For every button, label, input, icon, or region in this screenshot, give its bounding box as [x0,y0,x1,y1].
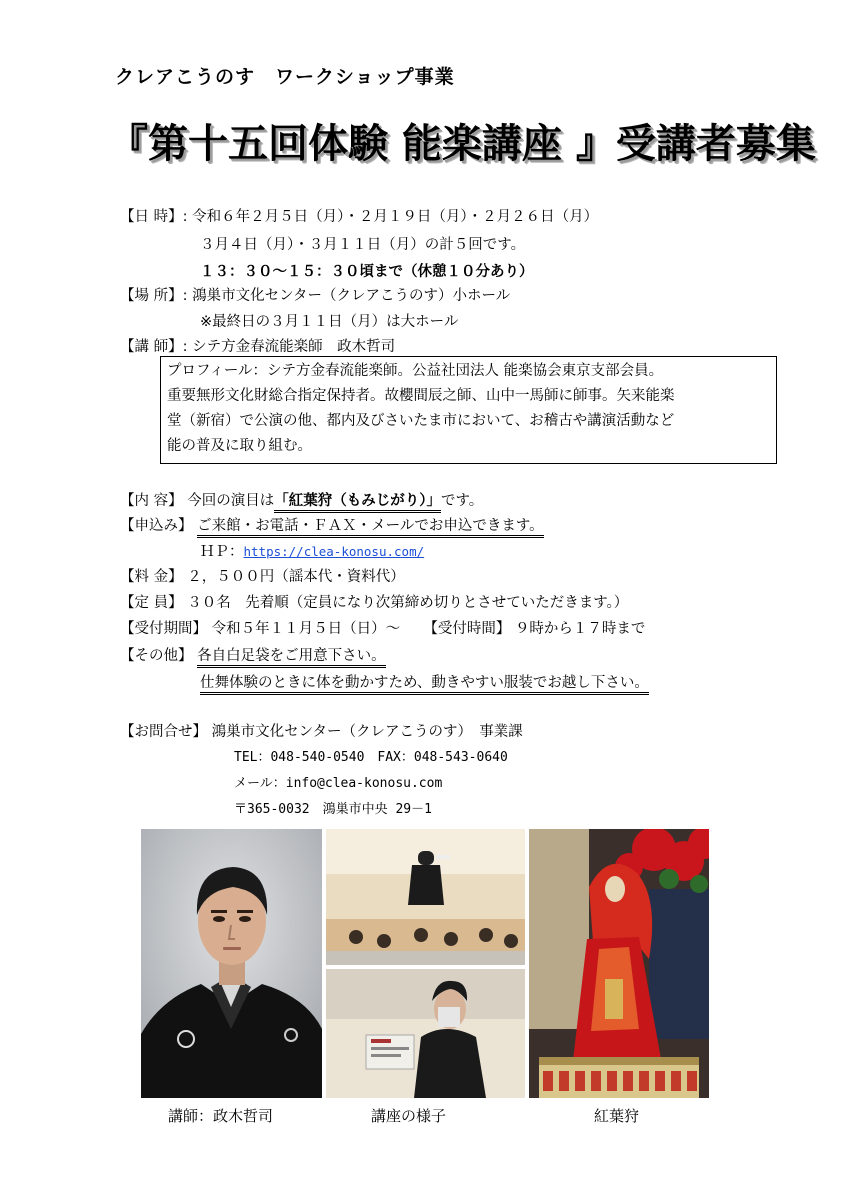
schedule-time: １３：３０～１５：３０頃まで（休憩１０分あり） [200,264,534,280]
schedule-label: 【日 時】 [120,209,183,225]
contact-row [120,721,523,743]
application-methods: ご来館・お電話・ＦＡＸ・メールでお申込できます。 [197,518,544,538]
content-prefix: 今回の演目は [187,493,275,509]
photo-caption: 講座の様子 [371,1107,447,1125]
page-title: 『第十五回体験 能楽講座 』受講者募集 [108,121,816,167]
contact-org: 鴻巣市文化センター（クレアこうのす） 事業課 [211,724,523,740]
venue-row: 【場 所】: 鴻巣市文化センター（クレアこうのす）小ホール [120,285,510,307]
profile-line: プロフィール：シテ方金春流能楽師。公益社団法人 能楽協会東京支部会員。 [167,363,664,379]
reception-time: ９時から１７時まで [514,621,646,637]
capacity-row [120,592,628,614]
other-line2-row [200,672,649,694]
schedule-line2: ３月４日（月）・３月１１日（月）の計５回です。 [200,237,526,253]
contact-tel-fax: TEL：048-540-0540 FAX：048-543-0640 [234,750,508,765]
application-row [120,515,544,537]
capacity-label: 【定 員】 [120,595,183,611]
content-suffix: です。 [440,493,484,509]
profile-box [160,356,777,464]
venue-note: ※最終日の３月１１日（月）は大ホール [200,314,459,330]
reception-period: 令和５年１１月５日（日）～ [211,621,401,637]
profile-line: 堂（新宿）で公演の他、都内及びさいたま市において、お稽古や講演活動など [167,413,675,429]
reception-time-label: 【受付時間】 [423,621,511,637]
capacity-value: ３０名 先着順（定員になり次第締め切りとさせていただきます。） [187,595,629,611]
other-line1: 各自白足袋をご用意下さい。 [197,648,386,668]
contact-mail: メール：info@clea-konosu.com [234,776,443,791]
homepage-row [200,541,424,563]
schedule-row: 【日 時】: 令和６年２月５日（月）・２月１９日（月）・２月２６日（月） [120,206,598,228]
instructor-row: 【講 師】: シテ方金春流能楽師 政木哲司 [120,336,395,358]
profile-line: 能の普及に取り組む。 [167,438,312,454]
schedule-line1: 令和６年２月５日（月）・２月１９日（月）・２月２６日（月） [192,209,599,225]
instructor-name: シテ方金春流能楽師 政木哲司 [192,339,396,355]
reception-row [120,618,645,640]
photo-caption: 講師：政木哲司 [168,1107,274,1125]
fee-row [120,566,405,588]
instructor-label: 【講 師】 [120,339,183,355]
fee-value: ２，５００円（謡本代・資料代） [187,569,405,585]
contact-label: 【お問合せ】 [120,724,207,740]
subtitle: クレアこうのす ワークショップ事業 [115,66,455,88]
contact-address: 〒365‐0032 鴻巣市中央 29－1 [234,802,432,817]
fee-label: 【料 金】 [120,569,183,585]
program-title: 「紅葉狩（もみじがり）」 [274,493,441,513]
homepage-link[interactable]: https://clea-konosu.com/ [243,544,425,559]
other-row [120,645,386,667]
other-label: 【その他】 [120,648,193,664]
momijigari-photo [529,829,709,1098]
content-label: 【内 容】 [120,493,183,509]
homepage-label: ＨＰ： [200,544,244,560]
venue-line1: 鴻巣市文化センター（クレアこうのす）小ホール [192,288,511,304]
photo-caption: 紅葉狩 [594,1107,640,1125]
other-line2: 仕舞体験のときに体を動かすため、動きやすい服装でお越し下さい。 [200,675,649,695]
application-label: 【申込み】 [120,518,193,534]
reception-label: 【受付期間】 [120,621,207,637]
content-row [120,490,483,512]
profile-line: 重要無形文化財総合指定保持者。故櫻間辰之師、山中一馬師に師事。矢来能楽 [167,388,675,404]
workshop-photo [326,829,525,1098]
venue-label: 【場 所】 [120,288,183,304]
instructor-photo [141,829,322,1098]
